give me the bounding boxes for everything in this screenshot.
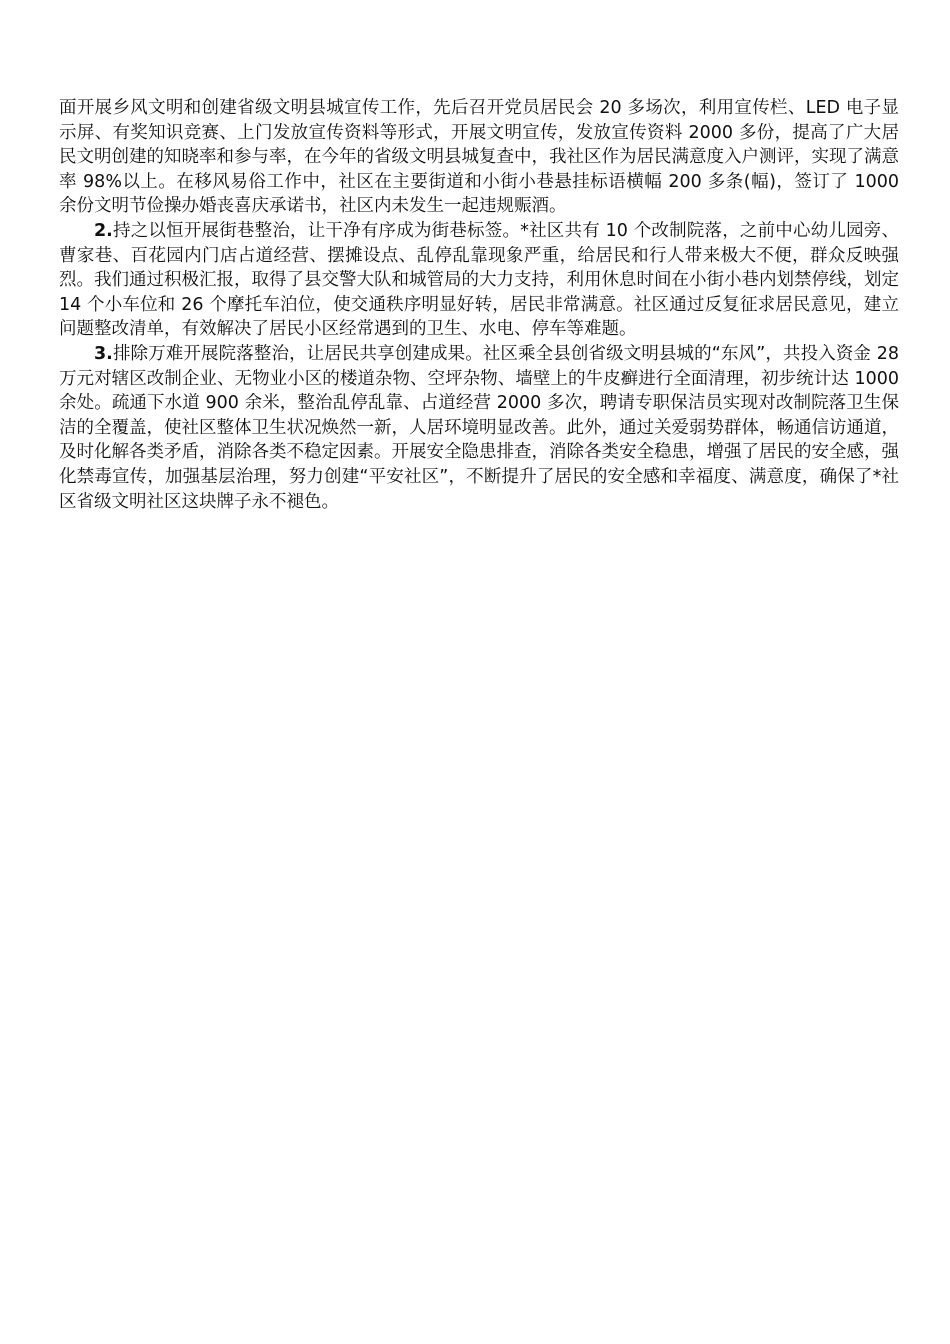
paragraph-number: 3. (94, 343, 113, 364)
paragraph-text: 面开展乡风文明和创建省级文明县城宣传工作，先后召开党员居民会 20 多场次，利用宣传栏、LED 电子显示屏、有奖知识竞赛、上门发放宣传资料等形式，开展文明宣传，发放宣传资料 2000 多份，提高了广大居民文明创建的知晓率和参与率，在今年的省级文明县城复查中，我社区作为居民满意度入户测评，实现了满意率 98%以上。在移风易俗工作中，社区在主要街道和小街小巷悬挂标语横幅 200 多条(幅)，签订了 1000 余份文明节俭操办婚丧喜庆承诺书，社区内未发生一起违规赈酒。 (59, 98, 899, 217)
paragraph-text: 排除万难开展院落整治，让居民共享创建成果。社区乘全县创省级文明县城的“东风”，共投入资金 28 万元对辖区改制企业、无物业小区的楼道杂物、空坪杂物、墙壁上的牛皮癣进行全面清理，初步统计达 1000 余处。疏通下水道 900 余米，整治乱停乱靠、占道经营 2000 多次，聘请专职保洁员实现对改制院落卫生保洁的全覆盖，使社区整体卫生状况焕然一新，人居环境明显改善。此外，通过关爱弱势群体，畅通信访通道，及时化解各类矛盾，消除各类不稳定因素。开展安全隐患排查，消除各类安全稳患，增强了居民的安全感，强化禁毒宣传，加强基层治理，努力创建“平安社区”，不断提升了居民的安全感和幸福度、满意度，确保了*社区省级文明社区这块牌子永不褪色。 (59, 343, 899, 512)
paragraph-text: 持之以恒开展街巷整治，让干净有序成为街巷标签。*社区共有 10 个改制院落，之前中心幼儿园旁、曹家巷、百花园内门店占道经营、摆摊设点、乱停乱靠现象严重，给居民和行人带来极大不便，群众反映强烈。我们通过积极汇报，取得了县交警大队和城管局的大力支持，利用休息时间在小街小巷内划禁停线，划定 14 个小车位和 26 个摩托车泊位，使交通秩序明显好转，居民非常满意。社区通过反复征求居民意见，建立问题整改清单，有效解决了居民小区经常遇到的卫生、水电、停车等难题。 (59, 220, 899, 340)
paragraph-street-renovation (59, 219, 899, 342)
document-page (59, 96, 899, 514)
paragraph-continuation (59, 96, 899, 219)
paragraph-courtyard-renovation (59, 342, 899, 514)
paragraph-number: 2. (94, 220, 113, 241)
